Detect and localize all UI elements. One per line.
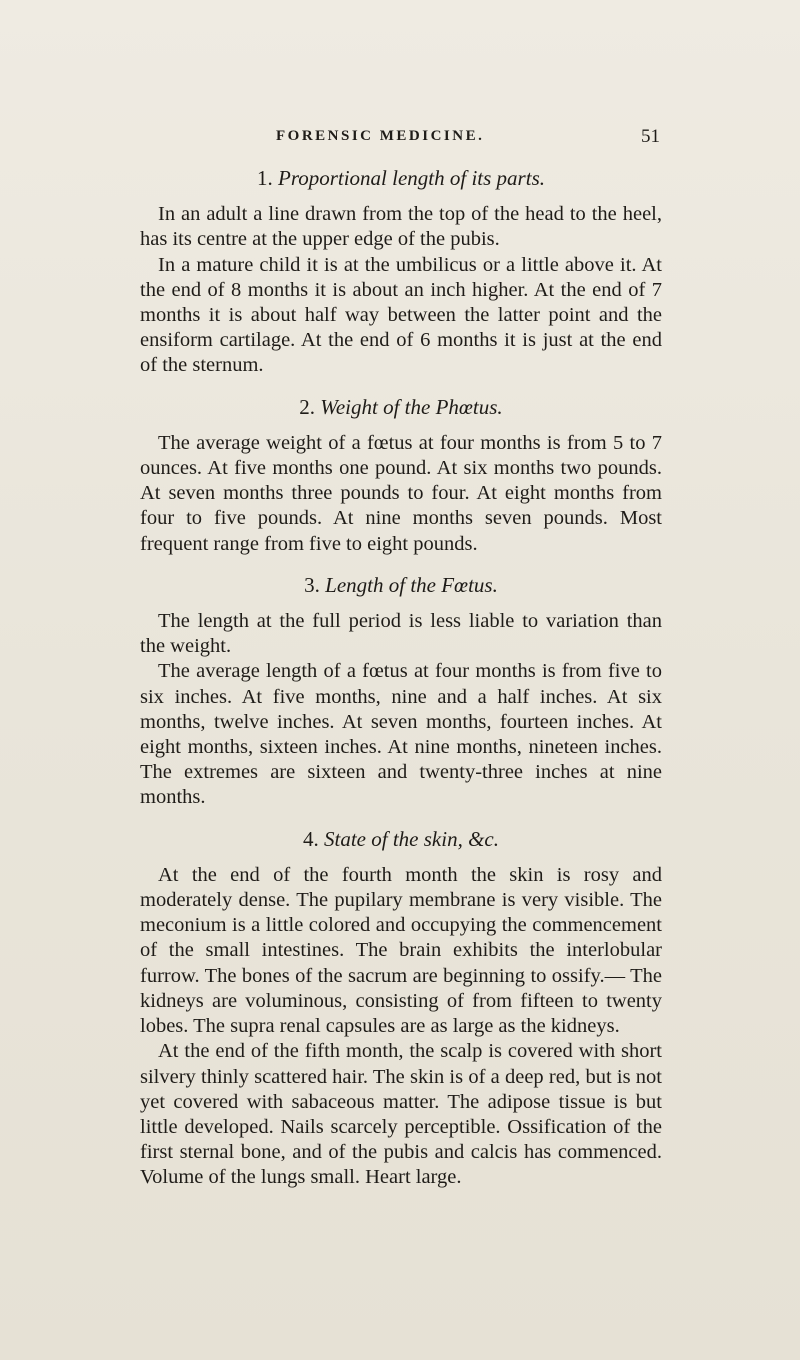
paragraph: The average length of a fœtus at four months is from five to six inches. At five months, nine and a half inches. At six months, twelve inches. At seven months, fourteen inches. At eight months, sixteen inches. At nine months, nineteen inches. The extremes are sixteen and twenty-three inches at nine months. (140, 660, 662, 809)
paragraph: In a mature child it is at the umbilicus or a little above it. At the end of 8 months it is about an inch higher. At the end of 7 months it is about half way between the latter point and the ensiform cartilage. At the end of 6 months it is just at the end of the sternum. (140, 253, 662, 377)
section-length (140, 573, 662, 811)
section-number: 4. (303, 826, 319, 851)
section-title: Proportional length of its parts. (278, 166, 545, 190)
paragraph: In an adult a line drawn from the top of the head to the heel, has its centre at the upper edge of the pubis. (140, 203, 662, 251)
paragraph: The average weight of a fœtus at four months is from 5 to 7 ounces. At five months one pound. At six months two pounds. At seven months three pounds to four. At eight months from four to five pounds. At nine months seven pounds. Most frequent range from five to eight pounds. (140, 431, 662, 555)
paragraph: The length at the full period is less liable to variation than the weight. (140, 610, 662, 658)
section-number: 2. (299, 394, 316, 419)
section-number: 1. (257, 166, 273, 190)
paragraph: At the end of the fourth month the skin is rosy and moderately dense. The pupilary membrane is very visible. The meconium is a little colored and occupying the commencement of the small intestines. The brain exhibits the interlobular furrow. The bones of the sacrum are beginning to ossify.— The kidneys are voluminous, consisting of from fifteen to twenty lobes. The supra renal capsules are as large as the kidneys. (140, 863, 662, 1038)
page-body (140, 166, 662, 1191)
running-title: FORENSIC MEDICINE. (276, 128, 485, 144)
page-number: 51 (641, 126, 660, 147)
section-heading (140, 573, 662, 598)
section-title: Length of the Fœtus. (325, 572, 498, 597)
paragraph: At the end of the fifth month, the scalp is covered with short silvery thinly scattered hair. The skin is of a deep red, but is not yet covered with sabaceous matter. The adipose tissue is but little developed. Nails scarcely perceptible. Ossification of the first sternal bone, and of the pubis and calcis has commenced. Volume of the lungs small. Heart large. (140, 1040, 662, 1189)
section-state-of-skin (140, 827, 662, 1191)
section-heading (140, 827, 662, 852)
section-number: 3. (304, 572, 320, 597)
section-title: Weight of the Phœtus. (320, 394, 503, 419)
section-title: State of the skin, &c. (324, 826, 499, 851)
section-weight (140, 395, 662, 557)
section-heading (140, 395, 662, 420)
section-proportional-length (140, 166, 662, 379)
section-heading (140, 166, 662, 191)
running-header (140, 128, 660, 152)
